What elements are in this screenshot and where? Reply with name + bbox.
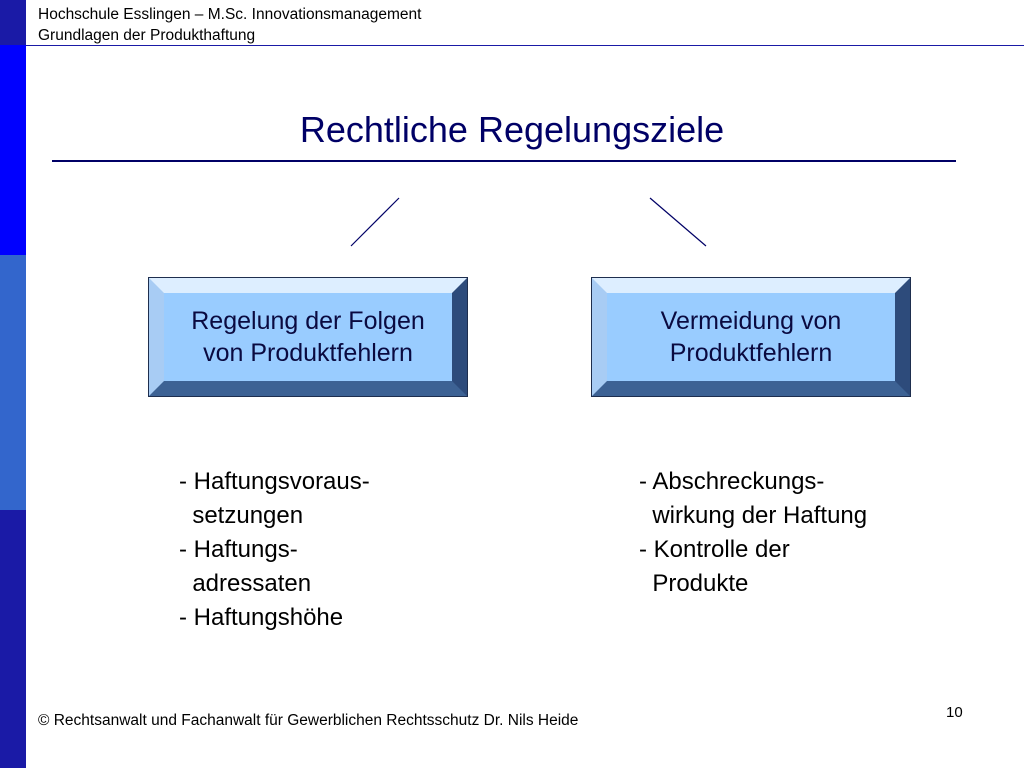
page-number: 10 bbox=[946, 704, 963, 721]
prevention-list bbox=[639, 465, 867, 601]
goal-box-prevention bbox=[592, 278, 910, 396]
list-item: - Abschreckungs- bbox=[639, 468, 825, 495]
consequences-list bbox=[179, 465, 370, 635]
list-item: setzungen bbox=[179, 502, 304, 529]
goal-box-consequences bbox=[149, 278, 467, 396]
list-item: - Haftungs- bbox=[179, 536, 298, 563]
list-item: - Haftungsvoraus- bbox=[179, 468, 370, 495]
goal-box-consequences-label: Regelung der Folgen von Produktfehlern bbox=[191, 307, 425, 367]
list-item: adressaten bbox=[179, 570, 312, 597]
list-item: Produkte bbox=[639, 570, 749, 597]
header-institution: Hochschule Esslingen – M.Sc. Innovationsmanagement bbox=[38, 6, 422, 23]
list-item: wirkung der Haftung bbox=[639, 502, 868, 529]
connector-left bbox=[351, 198, 399, 246]
list-item: - Kontrolle der bbox=[639, 536, 790, 563]
copyright-footer: © Rechtsanwalt und Fachanwalt für Gewerblichen Rechtsschutz Dr. Nils Heide bbox=[38, 712, 579, 729]
slide-title: Rechtliche Regelungsziele bbox=[299, 109, 725, 150]
connector-right bbox=[650, 198, 706, 246]
list-item: - Haftungshöhe bbox=[179, 604, 344, 631]
goal-box-prevention-label: Vermeidung von Produktfehlern bbox=[660, 307, 842, 367]
header-course: Grundlagen der Produkthaftung bbox=[38, 27, 256, 44]
